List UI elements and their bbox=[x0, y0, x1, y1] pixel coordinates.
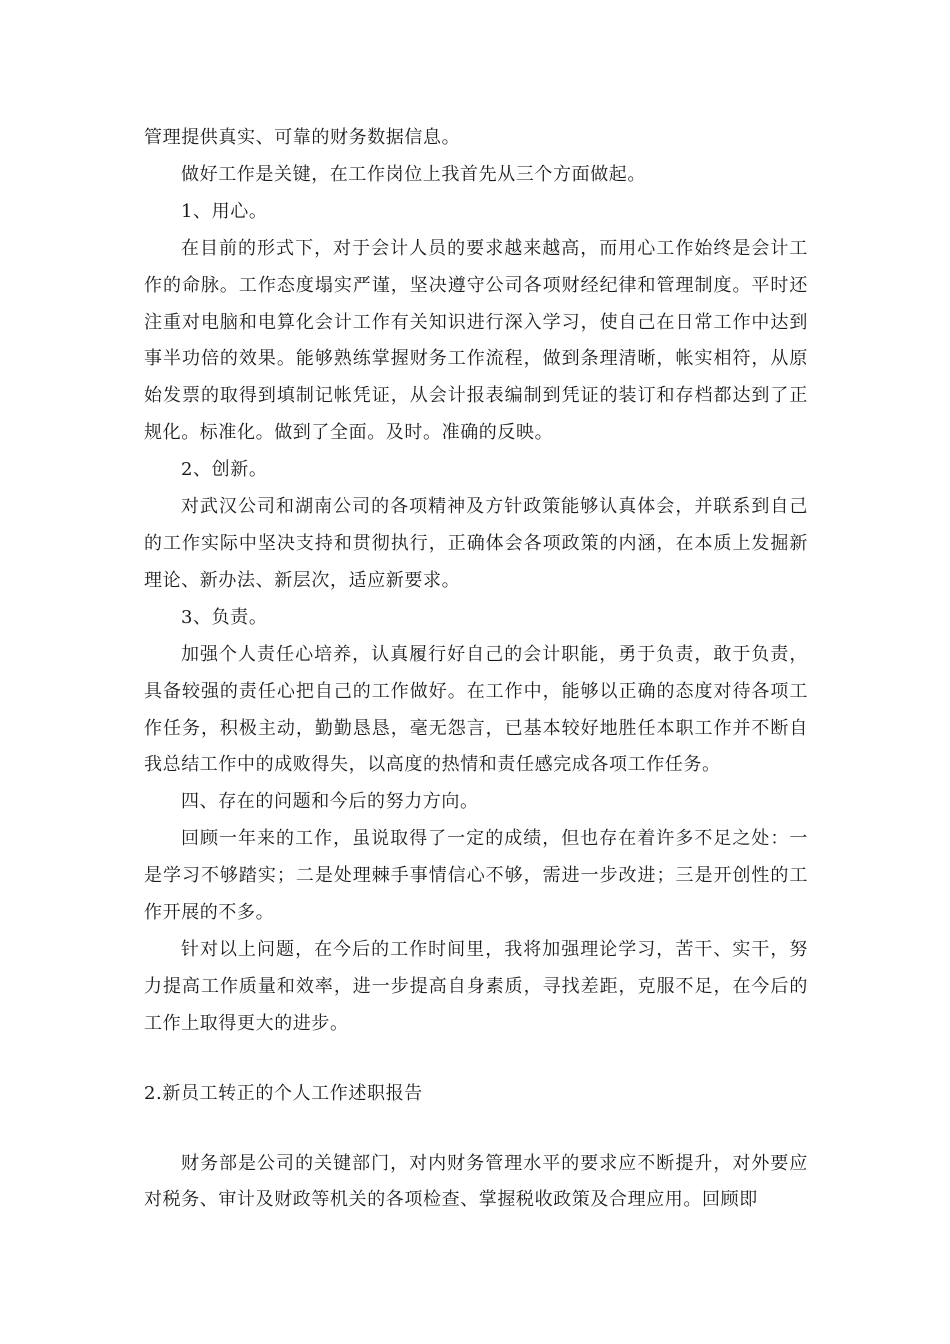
point-heading-3: 3、负责。 bbox=[181, 606, 268, 628]
paragraph-point-2: 对武汉公司和湖南公司的各项精神及方针政策能够认真体会，并联系到自己的工作实际中坚决支持和贯彻执行，正确体会各项政策的内涵，在本质上发掘新理论、新办法、新层次，适应新要求。 bbox=[144, 496, 808, 591]
paragraph-shortcomings: 回顾一年来的工作，虽说取得了一定的成绩，但也存在着许多不足之处：一是学习不够踏实；二是处理棘手事情信心不够，需进一步改进；三是开创性的工作开展的不多。 bbox=[144, 828, 808, 924]
section-heading-four: 四、存在的问题和今后的努力方向。 bbox=[181, 791, 479, 813]
paragraph-point-1: 在目前的形式下，对于会计人员的要求越来越高，而用心工作始终是会计工作的命脉。工作态度塌实严谨，坚决遵守公司各项财经纪律和管理制度。平时还注重对电脑和电算化会计工作有关知识进行深入学习，使自己在日常工作中达到事半功倍的效果。能够熟练掌握财务工作流程，做到条理清晰，帐实相符，从原始发票的取得到填制记帐凭证，从会计报表编制到凭证的装订和存档都达到了正规化。标准化。做到了全面。及时。准确的反映。 bbox=[144, 237, 808, 444]
paragraph-report-opening: 财务部是公司的关键部门，对内财务管理水平的要求应不断提升，对外要应对税务、审计及财政等机关的各项检查、掌握税收政策及合理应用。回顾即 bbox=[144, 1152, 808, 1211]
paragraph-intro: 做好工作是关键，在工作岗位上我首先从三个方面做起。 bbox=[181, 163, 646, 185]
document-body bbox=[144, 120, 808, 1219]
point-heading-2: 2、创新。 bbox=[181, 459, 268, 481]
paragraph-point-3: 加强个人责任心培养，认真履行好自己的会计职能，勇于负责，敢于负责，具备较强的责任心把自己的工作做好。在工作中，能够以正确的态度对待各项工作任务，积极主动，勤勤恳恳，毫无怨言，已基本较好地胜任本职工作并不断自我总结工作中的成败得失，以高度的热情和责任感完成各项工作任务。 bbox=[144, 643, 808, 776]
point-heading-1: 1、用心。 bbox=[181, 200, 268, 222]
paragraph-continuation: 管理提供真实、可靠的财务数据信息。 bbox=[144, 127, 461, 148]
report-title: 2.新员工转正的个人工作述职报告 bbox=[144, 1082, 423, 1104]
paragraph-improvement: 针对以上问题，在今后的工作时间里，我将加强理论学习，苦干、实干，努力提高工作质量和效率，进一步提高自身素质，寻找差距，克服不足，在今后的工作上取得更大的进步。 bbox=[144, 938, 808, 1034]
